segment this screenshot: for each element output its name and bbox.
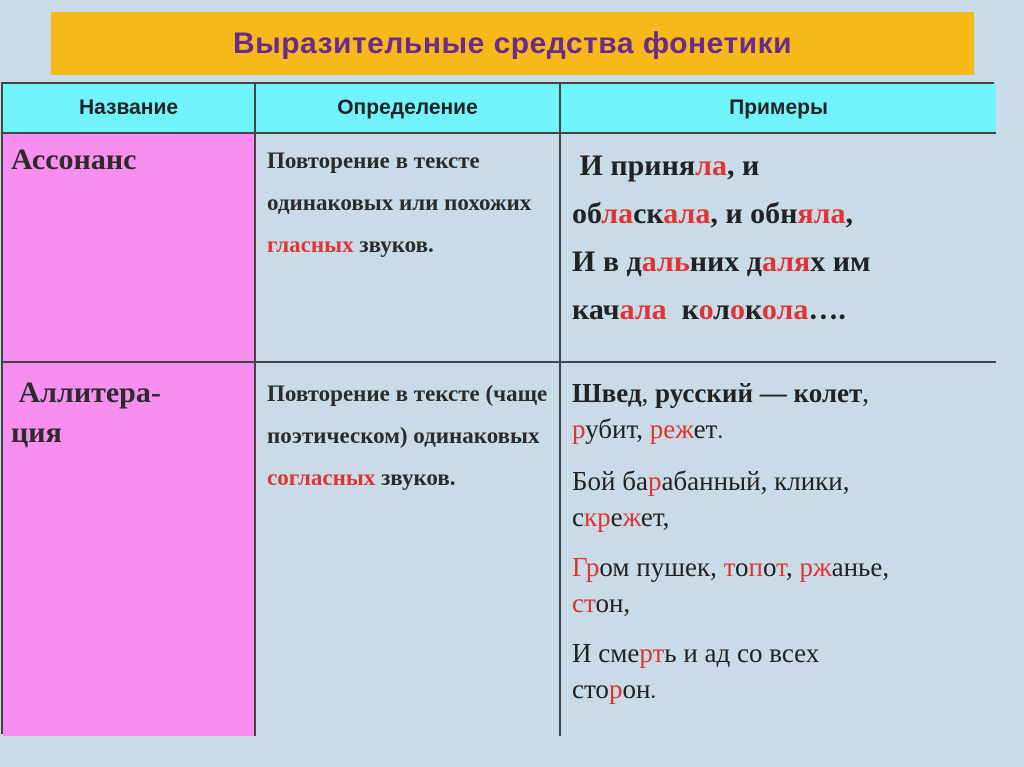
header-examples: Примеры <box>561 84 996 134</box>
slide-title: Выразительные средства фонетики <box>232 26 793 60</box>
table-row-2-definition <box>256 363 561 736</box>
phonetics-table <box>1 82 994 734</box>
definition-assonance: Повторение в тексте одинаковых или похожих гласных звуков. <box>267 148 532 257</box>
table-row-1-definition <box>256 134 561 363</box>
example-alliteration: Швед, русский — колет, рубит, режет. Бой барабанный, клики, скрежет, Гром пушек, топот, ржанье, стон, И смерть и ад со всех сторон. <box>572 378 890 704</box>
header-name: Название <box>3 84 256 134</box>
example-assonance: И приняла, и обласкала, и обняла, И в дальних далях им качала колокола…. <box>572 149 871 326</box>
term-assonance: Ассонанс <box>11 143 137 176</box>
table-row-1-name <box>3 134 256 363</box>
table-row-2-name <box>3 363 256 736</box>
definition-alliteration: Повторение в тексте (чаще поэтическом) одинаковых согласных звуков. <box>267 381 548 490</box>
header-definition: Определение <box>256 84 561 134</box>
table-row-2-example <box>561 363 996 736</box>
title-banner <box>51 12 974 75</box>
table-row-1-example <box>561 134 996 363</box>
term-alliteration: Аллитера- ция <box>11 376 161 449</box>
